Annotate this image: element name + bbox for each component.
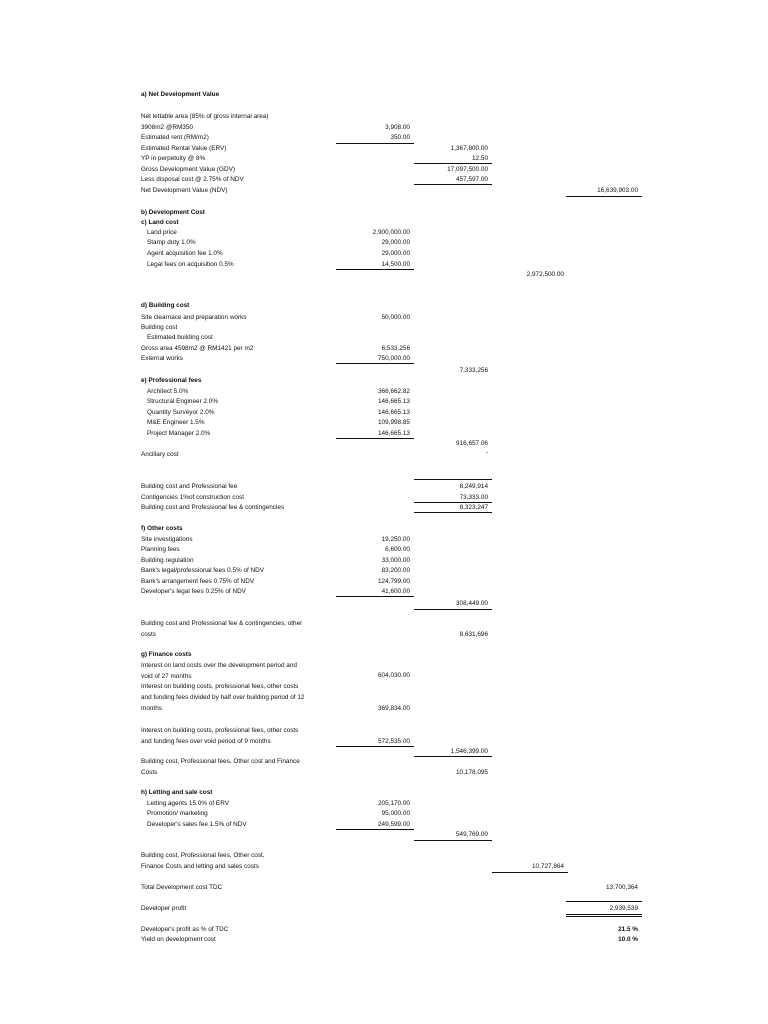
row-label: Estimated Rental Value (ERV) xyxy=(141,145,227,152)
row-value: 3,908.00 xyxy=(385,124,410,131)
row-label: Building cost, Professional fees, Other cost and Finance xyxy=(141,758,300,765)
row-value: 1,367,800.00 xyxy=(450,145,488,152)
ancillary-label: Ancillary cost xyxy=(141,451,179,458)
row-value: 604,030.00 xyxy=(378,672,410,679)
row-label: External works xyxy=(141,355,183,362)
underline xyxy=(336,143,414,144)
row-label: costs xyxy=(141,631,156,638)
underline xyxy=(414,756,492,757)
row-label: Interest on building costs, professional fees, other costs xyxy=(141,727,299,734)
row-value: 33,000.00 xyxy=(381,557,410,564)
profit-label: Developer profit xyxy=(141,905,187,912)
row-label: YP in perpetuity @ 8% xyxy=(141,155,206,162)
row-label: Site investigations xyxy=(141,536,193,543)
row-value: 350.00 xyxy=(390,134,410,141)
row-value: 19,250.00 xyxy=(381,536,410,543)
underline xyxy=(492,872,568,873)
row-label: and funding fees over void period of 9 months xyxy=(141,738,271,745)
row-value: 205,170.00 xyxy=(378,800,410,807)
row-label: Agent acquisition fee 1.0% xyxy=(147,250,223,257)
row-label: Stamp duty 1.0% xyxy=(147,239,196,246)
row-label: 3908m2 @RM350 xyxy=(141,124,193,131)
row-label: Gross area 4598m2 @ RM1421 per m2 xyxy=(141,345,254,352)
tdc-label: Total Development cost TDC xyxy=(141,884,223,891)
underline xyxy=(414,163,492,164)
underline xyxy=(566,916,642,917)
row-value: 2,900,000.00 xyxy=(372,229,410,236)
row-label: Architect 5.0% xyxy=(147,388,189,395)
row-value: 146,665.13 xyxy=(378,398,410,405)
profit-pct-label: Developer's profit as % of TDC xyxy=(141,926,229,933)
row-label: Interest on building costs, professional fees, other costs xyxy=(141,683,299,690)
row-value: 8,249,914 xyxy=(459,483,488,490)
ndv-total: 16,639,903.00 xyxy=(597,187,638,194)
row-label: Gross Development Value (GDV) xyxy=(141,166,235,173)
row-label: Planning fees xyxy=(141,546,180,553)
underline xyxy=(336,829,414,830)
underline xyxy=(414,609,492,610)
row-label: Structural Engineer 2.0% xyxy=(147,398,219,405)
row-label: Contigencies 1%of construction cost xyxy=(141,494,245,501)
row-value: 83,200.00 xyxy=(381,567,410,574)
professional-subtotal: 916,657.06 xyxy=(456,440,488,447)
building-subtotal: 7,333,256 xyxy=(459,367,488,374)
underline xyxy=(566,901,642,902)
row-label: months xyxy=(141,705,162,712)
row-value: 750,000.00 xyxy=(378,355,410,362)
row-value: 12.50 xyxy=(472,155,488,162)
row-value: 10,727,864 xyxy=(532,863,564,870)
row-label: Project Manager 2.0% xyxy=(147,430,211,437)
row-value: 50,000.00 xyxy=(381,314,410,321)
row-label: Building cost and Professional fee xyxy=(141,483,238,490)
row-value: 124,799.00 xyxy=(378,578,410,585)
row-label: Finance Costs and letting and sales costs xyxy=(141,863,259,870)
row-label: Estimated building cost xyxy=(147,334,213,341)
row-value: 29,000.00 xyxy=(381,250,410,257)
underline xyxy=(336,269,414,270)
underline xyxy=(336,438,414,439)
heading-finance-costs: g) Finance costs xyxy=(141,651,192,658)
row-value: 457,597.00 xyxy=(456,176,488,183)
land-total: 2,972,500.00 xyxy=(526,271,564,278)
finance-subtotal: 1,546,399.00 xyxy=(450,748,488,755)
row-label: Net lettable area (85% of gross internal area) xyxy=(141,113,269,120)
row-value: 17,097,500.00 xyxy=(447,166,488,173)
row-label: M&E Engineer 1.5% xyxy=(147,419,205,426)
row-label: Building cost, Professional fees, Other cost, xyxy=(141,852,265,859)
row-value: 249,599.00 xyxy=(378,821,410,828)
row-value: 8,631,696 xyxy=(459,631,488,638)
row-value: 8,323,247 xyxy=(459,504,488,511)
row-label: and funding fees divided by half over building period of 12 xyxy=(141,694,305,701)
underline xyxy=(414,512,492,513)
row-value: 572,535.00 xyxy=(378,738,410,745)
row-value: 14,500.00 xyxy=(381,261,410,268)
underline xyxy=(414,502,492,503)
row-value: 146,665.13 xyxy=(378,430,410,437)
row-label: void of 27 months xyxy=(141,673,192,680)
heading-ndv: a) Net Development Value xyxy=(141,91,220,98)
row-label: Net Development Value (NDV) xyxy=(141,187,228,194)
row-label: Letting agents 15.0% of ERV xyxy=(147,800,229,807)
row-label: Developer's sales fee 1.5% of NDV xyxy=(147,821,247,828)
row-label: Site clearnace and preparation works xyxy=(141,314,247,321)
row-value: 29,000.00 xyxy=(381,239,410,246)
profit-pct-value: 21.5 % xyxy=(618,926,638,933)
row-value: 6,533,256 xyxy=(381,345,410,352)
row-label: Bank's arrangement fees 0.75% of NDV xyxy=(141,578,255,585)
row-value: 366,662.82 xyxy=(378,388,410,395)
letting-subtotal: 549,769.00 xyxy=(456,831,488,838)
heading-letting-sale: h) Letting and sale cost xyxy=(141,789,213,796)
row-label: Promotion/ marketing xyxy=(147,810,208,817)
row-label: Building cost xyxy=(141,324,178,331)
underline xyxy=(414,840,492,841)
yield-label: Yield on development cost xyxy=(141,936,216,943)
row-value: 109,998.85 xyxy=(378,419,410,426)
row-label: Building cost and Professional fee & contingencies, other xyxy=(141,620,303,627)
row-value: 146,665.13 xyxy=(378,409,410,416)
row-label: Costs xyxy=(141,769,158,776)
row-label: Building regulation xyxy=(141,557,194,564)
underline xyxy=(414,479,492,480)
underline xyxy=(566,914,642,915)
underline xyxy=(566,196,642,197)
heading-building-cost: d) Building cost xyxy=(141,302,190,309)
heading-other-costs: f) Other costs xyxy=(141,525,183,532)
row-label: Bank's legal/professional fees 0.5% of NDV xyxy=(141,567,265,574)
row-label: Less disposal cost @ 2.75% of NDV xyxy=(141,176,244,183)
yield-value: 10.0 % xyxy=(618,936,638,943)
row-value: 10,178,095 xyxy=(456,769,488,776)
row-value: 369,834.00 xyxy=(378,705,410,712)
row-label: Land price xyxy=(147,229,177,236)
row-value: 73,333.00 xyxy=(459,494,488,501)
tdc-value: 13,700,364 xyxy=(606,884,638,891)
row-label: Interest on land costs over the development period and xyxy=(141,662,297,669)
underline xyxy=(336,363,414,364)
heading-professional-fees: e) Professional fees xyxy=(141,377,202,384)
row-value: 41,600.00 xyxy=(381,588,410,595)
profit-value: 2,939,539 xyxy=(609,905,638,912)
underline xyxy=(336,596,414,597)
row-label: Estimated rent (RM/m2) xyxy=(141,134,209,141)
underline xyxy=(414,184,492,185)
ancillary-value: - xyxy=(485,449,488,456)
row-value: 6,600.00 xyxy=(385,546,410,553)
row-label: Building cost and Professional fee & contingencies xyxy=(141,504,285,511)
row-label: Developer's legal fees 0.25% of NDV xyxy=(141,588,246,595)
heading-land-cost: c) Land cost xyxy=(141,219,179,226)
heading-development-cost: b) Development Cost xyxy=(141,209,205,216)
underline xyxy=(336,746,414,747)
other-subtotal: 308,449.00 xyxy=(456,600,488,607)
row-value: 95,000.00 xyxy=(381,810,410,817)
row-label: Quantity Surveyor 2.0% xyxy=(147,409,215,416)
row-label: Legal fees on acquisition 0.5% xyxy=(147,261,234,268)
